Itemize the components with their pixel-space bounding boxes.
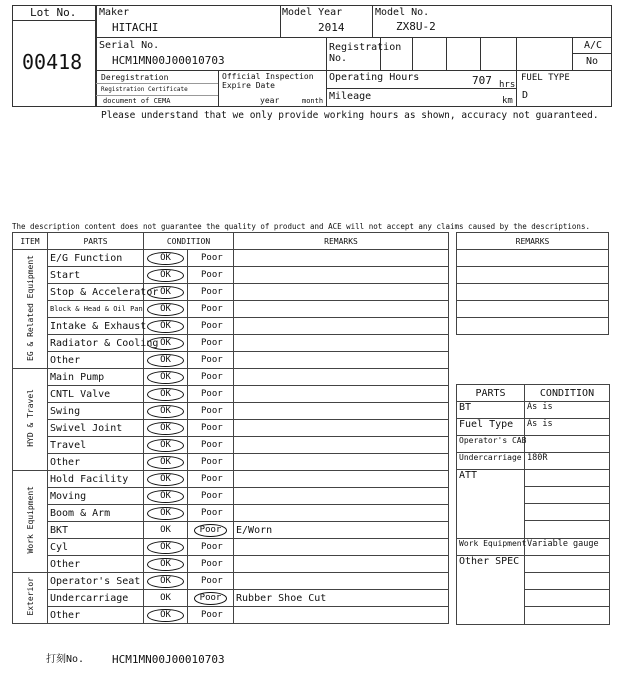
mileage-label: Mileage <box>329 91 372 102</box>
month-label: month <box>302 97 324 105</box>
remarks-cell <box>457 250 609 267</box>
condition-poor-cell <box>188 335 234 352</box>
remark-cell: Rubber Shoe Cut <box>234 590 449 607</box>
spec-part: Operator's CAB <box>457 436 525 453</box>
condition-ok-cell <box>144 488 188 505</box>
part-name: Operator's Seat <box>48 573 144 590</box>
condition-poor: Poor <box>201 440 223 450</box>
condition-poor: Poor <box>201 542 223 552</box>
table-row <box>13 352 449 369</box>
table-row <box>13 335 449 352</box>
condition-ok-cell <box>144 335 188 352</box>
spec-part: Other SPEC <box>457 556 525 625</box>
condition-ok-cell <box>144 539 188 556</box>
remark-cell <box>234 607 449 624</box>
remark-cell <box>234 573 449 590</box>
condition-poor: Poor <box>201 372 223 382</box>
spec-part: Undercarriage <box>457 453 525 470</box>
km-label: km <box>502 96 513 106</box>
condition-ok-cell <box>144 369 188 386</box>
disclaimer: The description content does not guarantee the quality of product and ACE will not accept any claims caused by the descriptions. <box>12 222 590 231</box>
group-label: Exterior <box>25 577 35 616</box>
spec-condition <box>525 470 610 539</box>
remarks-cell <box>457 284 609 301</box>
model-no-label: Model No. <box>375 7 430 18</box>
lot-divider <box>12 20 96 21</box>
condition-poor-cell <box>188 539 234 556</box>
table-row <box>13 539 449 556</box>
part-name: Block & Head & Oil Pan <box>48 301 144 318</box>
spec-condition-subcell <box>525 573 609 590</box>
condition-poor-cell <box>188 352 234 369</box>
condition-poor: Poor <box>201 270 223 280</box>
lot-value: 00418 <box>22 50 83 74</box>
group-label-cell <box>13 573 48 624</box>
remark-cell <box>234 369 449 386</box>
remark-cell <box>234 420 449 437</box>
right-remarks-header: REMARKS <box>457 233 609 250</box>
spec-row <box>457 436 610 453</box>
condition-ok-cell <box>144 590 188 607</box>
part-name: Cyl <box>48 539 144 556</box>
condition-ok: OK <box>147 439 184 452</box>
part-name: Moving <box>48 488 144 505</box>
remark-cell <box>234 318 449 335</box>
remark-cell <box>234 301 449 318</box>
part-name: Other <box>48 607 144 624</box>
table-row <box>13 250 449 267</box>
condition-poor: Poor <box>201 253 223 263</box>
registration-label: Registration No. <box>329 42 402 64</box>
part-name: Swivel Joint <box>48 420 144 437</box>
condition-ok: OK <box>160 525 171 535</box>
condition-poor-cell <box>188 505 234 522</box>
condition-ok: OK <box>147 388 184 401</box>
condition-ok-cell <box>144 437 188 454</box>
spec-condition: Variable gauge <box>525 539 610 556</box>
condition-ok: OK <box>147 337 184 350</box>
part-name: Travel <box>48 437 144 454</box>
group-label: EG & Related Equipment <box>25 254 35 361</box>
remark-cell <box>234 386 449 403</box>
spec-condition-header: CONDITION <box>525 385 610 402</box>
condition-ok: OK <box>147 575 184 588</box>
condition-ok-cell <box>144 505 188 522</box>
table-row <box>13 386 449 403</box>
part-name: Other <box>48 352 144 369</box>
spec-condition-subcell <box>525 556 609 573</box>
part-name: Main Pump <box>48 369 144 386</box>
spec-part: BT <box>457 402 525 419</box>
model-year-label: Model Year <box>282 7 343 18</box>
spec-row <box>457 470 610 539</box>
condition-ok-cell <box>144 471 188 488</box>
condition-ok-cell <box>144 454 188 471</box>
condition-poor-cell <box>188 250 234 267</box>
condition-poor: Poor <box>201 389 223 399</box>
condition-poor-cell <box>188 454 234 471</box>
deregistration-label: Deregistration <box>101 73 169 82</box>
table-row <box>13 318 449 335</box>
notice-text: Please understand that we only provide working hours as shown, accuracy not guaranteed. <box>101 110 599 121</box>
condition-poor-cell <box>188 488 234 505</box>
reg-cert-label: Registration Certificate <box>101 86 188 93</box>
part-name: Other <box>48 454 144 471</box>
part-name: Other <box>48 556 144 573</box>
spec-condition-subcell <box>525 521 609 538</box>
spec-condition-subcell <box>525 607 609 624</box>
condition-poor-cell <box>188 267 234 284</box>
condition-ok-cell <box>144 267 188 284</box>
remark-cell <box>234 505 449 522</box>
remark-cell <box>234 556 449 573</box>
fuel-type-label: FUEL TYPE <box>521 73 570 83</box>
spec-part: Fuel Type <box>457 419 525 436</box>
table-row <box>13 488 449 505</box>
spec-table <box>456 384 610 625</box>
condition-poor-cell <box>188 403 234 420</box>
table-row <box>13 301 449 318</box>
condition-poor-cell <box>188 437 234 454</box>
model-no-value: ZX8U-2 <box>396 20 436 33</box>
condition-poor: Poor <box>201 287 223 297</box>
condition-poor: Poor <box>201 457 223 467</box>
condition-ok: OK <box>147 303 184 316</box>
remarks-row <box>457 267 609 284</box>
condition-poor-cell <box>188 284 234 301</box>
remark-cell <box>234 335 449 352</box>
condition-ok: OK <box>147 422 184 435</box>
inspection-label: Official Inspection Expire Date <box>222 72 314 90</box>
hrs-label: hrs <box>499 80 516 90</box>
right-remarks-table <box>456 232 609 335</box>
part-name: BKT <box>48 522 144 539</box>
condition-ok: OK <box>147 541 184 554</box>
condition-poor: Poor <box>201 321 223 331</box>
remarks-row <box>457 284 609 301</box>
remark-cell <box>234 250 449 267</box>
condition-ok: OK <box>147 507 184 520</box>
table-row <box>13 556 449 573</box>
condition-poor: Poor <box>194 592 228 605</box>
remarks-row <box>457 301 609 318</box>
condition-poor: Poor <box>201 508 223 518</box>
maker-label: Maker <box>99 7 130 18</box>
table-row <box>13 590 449 607</box>
condition-poor-cell <box>188 607 234 624</box>
condition-poor: Poor <box>201 355 223 365</box>
spec-part: Work Equipment <box>457 539 525 556</box>
spec-row <box>457 539 610 556</box>
ac-label: A/C <box>584 40 603 51</box>
condition-poor: Poor <box>201 559 223 569</box>
condition-ok-cell <box>144 284 188 301</box>
spec-part: ATT <box>457 470 525 539</box>
spec-condition-stack <box>525 470 609 538</box>
remarks-row <box>457 318 609 335</box>
condition-poor-cell <box>188 573 234 590</box>
condition-ok-cell <box>144 420 188 437</box>
condition-ok: OK <box>147 269 184 282</box>
spec-condition-stack <box>525 556 609 624</box>
table-row <box>13 284 449 301</box>
part-name: Undercarriage <box>48 590 144 607</box>
condition-ok-cell <box>144 522 188 539</box>
footer-label: 打刻No. <box>46 654 85 665</box>
condition-poor-cell <box>188 318 234 335</box>
part-name: Stop & Accelerator <box>48 284 144 301</box>
condition-ok-cell <box>144 352 188 369</box>
part-name: CNTL Valve <box>48 386 144 403</box>
condition-ok: OK <box>147 405 184 418</box>
condition-poor-cell <box>188 369 234 386</box>
spec-condition <box>525 436 610 453</box>
table-row <box>13 369 449 386</box>
remarks-row <box>457 250 609 267</box>
footer-value: HCM1MN00J00010703 <box>112 653 225 666</box>
spec-condition: As is <box>525 419 610 436</box>
doc-cema-label: document of CEMA <box>103 97 171 105</box>
condition-poor: Poor <box>201 423 223 433</box>
condition-poor-cell <box>188 471 234 488</box>
spec-parts-header: PARTS <box>457 385 525 402</box>
part-name: Hold Facility <box>48 471 144 488</box>
group-label-cell <box>13 369 48 471</box>
serial-label: Serial No. <box>99 40 160 51</box>
remark-cell <box>234 471 449 488</box>
part-name: Radiator & Cooling <box>48 335 144 352</box>
table-row <box>13 437 449 454</box>
condition-ok-cell <box>144 403 188 420</box>
ac-value: No <box>586 56 599 67</box>
condition-poor-cell <box>188 386 234 403</box>
operating-hours-label: Operating Hours <box>329 72 420 83</box>
condition-table <box>12 232 449 624</box>
group-label: HYD & Travel <box>25 389 35 447</box>
condition-poor: Poor <box>201 338 223 348</box>
condition-ok: OK <box>147 558 184 571</box>
remarks-header: REMARKS <box>234 233 449 250</box>
part-name: Swing <box>48 403 144 420</box>
condition-ok-cell <box>144 301 188 318</box>
remark-cell <box>234 539 449 556</box>
lot-label: Lot No. <box>30 6 77 19</box>
model-year-value: 2014 <box>318 21 345 34</box>
table-row <box>13 522 449 539</box>
table-row <box>13 505 449 522</box>
spec-condition-subcell <box>525 470 609 487</box>
condition-ok: OK <box>147 456 184 469</box>
condition-ok-cell <box>144 607 188 624</box>
condition-ok-cell <box>144 318 188 335</box>
remark-cell <box>234 454 449 471</box>
condition-poor: Poor <box>201 610 223 620</box>
spec-row <box>457 419 610 436</box>
condition-poor: Poor <box>201 304 223 314</box>
remark-cell <box>234 403 449 420</box>
table-row <box>13 454 449 471</box>
condition-ok-cell <box>144 556 188 573</box>
condition-poor-cell <box>188 301 234 318</box>
group-label-cell <box>13 471 48 573</box>
part-name: E/G Function <box>48 250 144 267</box>
condition-table-body <box>13 250 449 624</box>
condition-ok-cell <box>144 386 188 403</box>
remark-cell <box>234 284 449 301</box>
spec-condition: 180R <box>525 453 610 470</box>
spec-row <box>457 556 610 625</box>
remark-cell <box>234 267 449 284</box>
condition-ok-cell <box>144 573 188 590</box>
remark-cell <box>234 352 449 369</box>
condition-poor-cell <box>188 556 234 573</box>
spec-condition-subcell <box>525 590 609 607</box>
table-row <box>13 420 449 437</box>
condition-ok: OK <box>147 252 184 265</box>
condition-poor-cell <box>188 590 234 607</box>
table-row <box>13 267 449 284</box>
operating-hours-value: 707 <box>472 74 492 87</box>
part-name: Intake & Exhaust <box>48 318 144 335</box>
table-row <box>13 607 449 624</box>
year-label: year <box>260 96 280 105</box>
spec-condition-subcell <box>525 487 609 504</box>
remark-cell: E/Worn <box>234 522 449 539</box>
spec-condition: As is <box>525 402 610 419</box>
remark-cell <box>234 488 449 505</box>
part-name: Boom & Arm <box>48 505 144 522</box>
table-row <box>13 471 449 488</box>
condition-poor: Poor <box>201 491 223 501</box>
spec-condition-subcell <box>525 504 609 521</box>
group-label: Work Equipment <box>25 486 35 554</box>
remarks-cell <box>457 267 609 284</box>
condition-ok: OK <box>160 593 171 603</box>
serial-value: HCM1MN00J00010703 <box>112 54 225 67</box>
condition-ok: OK <box>147 320 184 333</box>
item-header: ITEM <box>13 233 48 250</box>
remark-cell <box>234 437 449 454</box>
group-label-cell <box>13 250 48 369</box>
condition-poor: Poor <box>201 576 223 586</box>
condition-ok: OK <box>147 354 184 367</box>
condition-ok: OK <box>147 609 184 622</box>
table-row <box>13 573 449 590</box>
condition-ok: OK <box>147 371 184 384</box>
spec-row <box>457 402 610 419</box>
condition-ok: OK <box>147 490 184 503</box>
condition-header: CONDITION <box>144 233 234 250</box>
fuel-type-value: D <box>522 90 529 101</box>
condition-ok-cell <box>144 250 188 267</box>
part-name: Start <box>48 267 144 284</box>
remarks-cell <box>457 301 609 318</box>
condition-poor-cell <box>188 420 234 437</box>
condition-poor: Poor <box>194 524 228 537</box>
condition-ok: OK <box>147 473 184 486</box>
maker-value: HITACHI <box>112 21 159 34</box>
table-row <box>13 403 449 420</box>
condition-poor-cell <box>188 522 234 539</box>
parts-header: PARTS <box>48 233 144 250</box>
condition-poor: Poor <box>201 474 223 484</box>
spec-condition <box>525 556 610 625</box>
condition-ok: OK <box>147 286 184 299</box>
spec-row <box>457 453 610 470</box>
condition-poor: Poor <box>201 406 223 416</box>
remarks-cell <box>457 318 609 335</box>
